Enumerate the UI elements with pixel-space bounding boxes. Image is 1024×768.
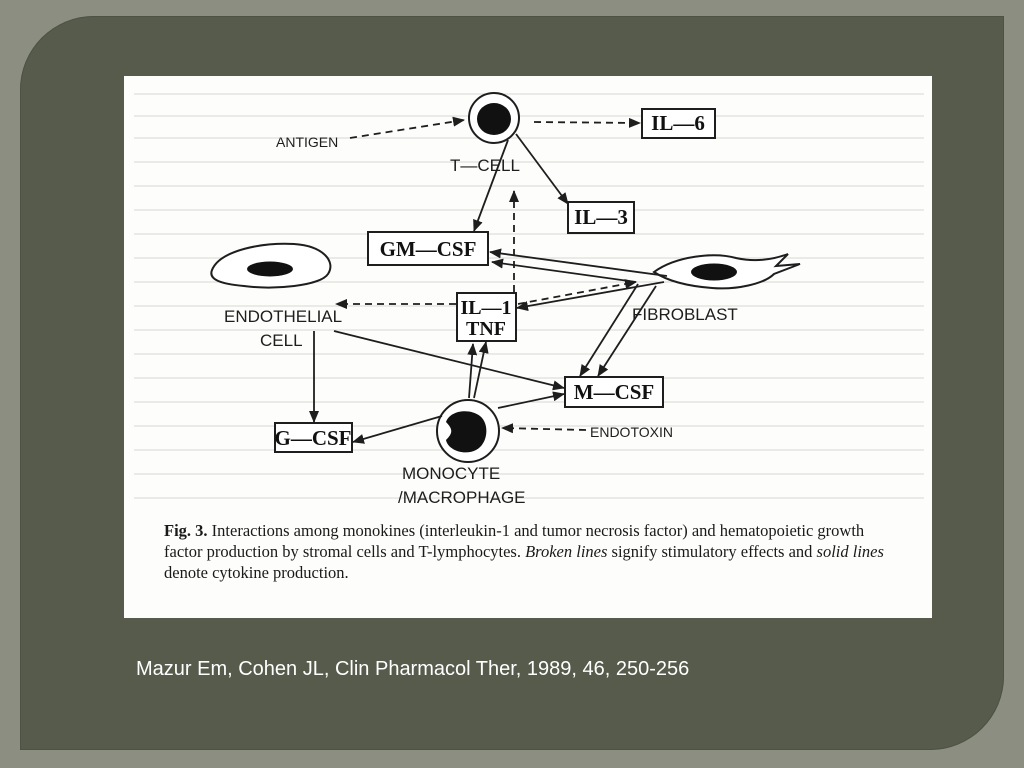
il3-box	[568, 202, 634, 233]
label-t-cell: T—CELL	[450, 156, 520, 175]
svg-text:IL—1: IL—1	[460, 297, 512, 319]
svg-text:G—CSF: G—CSF	[274, 426, 352, 450]
figure-caption: Fig. 3. Interactions among monokines (interleukin-1 and tumor necrosis factor) and hematopoietic growth factor production by stromal cells and T-lymphocytes. Broken lines signify stimulatory effects and solid lines denote cytokine production.	[164, 521, 884, 582]
figure-image	[124, 76, 932, 618]
label-endothelial: ENDOTHELIAL	[224, 307, 343, 326]
monocyte	[437, 400, 499, 462]
svg-text:M—CSF: M—CSF	[573, 380, 655, 404]
label-cell: CELL	[260, 331, 303, 350]
svg-text:GM—CSF: GM—CSF	[379, 237, 477, 261]
label-monocyte: MONOCYTE	[402, 464, 501, 483]
citation-text: Mazur Em, Cohen JL, Clin Pharmacol Ther, 1989, 46, 250-256	[136, 658, 690, 680]
label-macrophage: /MACROPHAGE	[398, 488, 526, 507]
il6-box	[642, 109, 715, 138]
label-antigen: ANTIGEN	[276, 134, 339, 150]
endothelial-cell	[211, 244, 330, 288]
svg-text:IL—6: IL—6	[651, 111, 705, 135]
svg-text:IL—3: IL—3	[574, 205, 628, 229]
fibroblast	[654, 254, 800, 288]
gcsf-box	[274, 423, 352, 452]
t-cell	[469, 93, 519, 143]
label-endotoxin: ENDOTOXIN	[590, 424, 673, 440]
mcsf-box	[565, 377, 663, 407]
svg-text:TNF: TNF	[466, 318, 506, 340]
label-fibroblast: FIBROBLAST	[632, 305, 738, 324]
gmcsf-box	[368, 232, 488, 265]
il1-tnf-box	[457, 293, 516, 341]
